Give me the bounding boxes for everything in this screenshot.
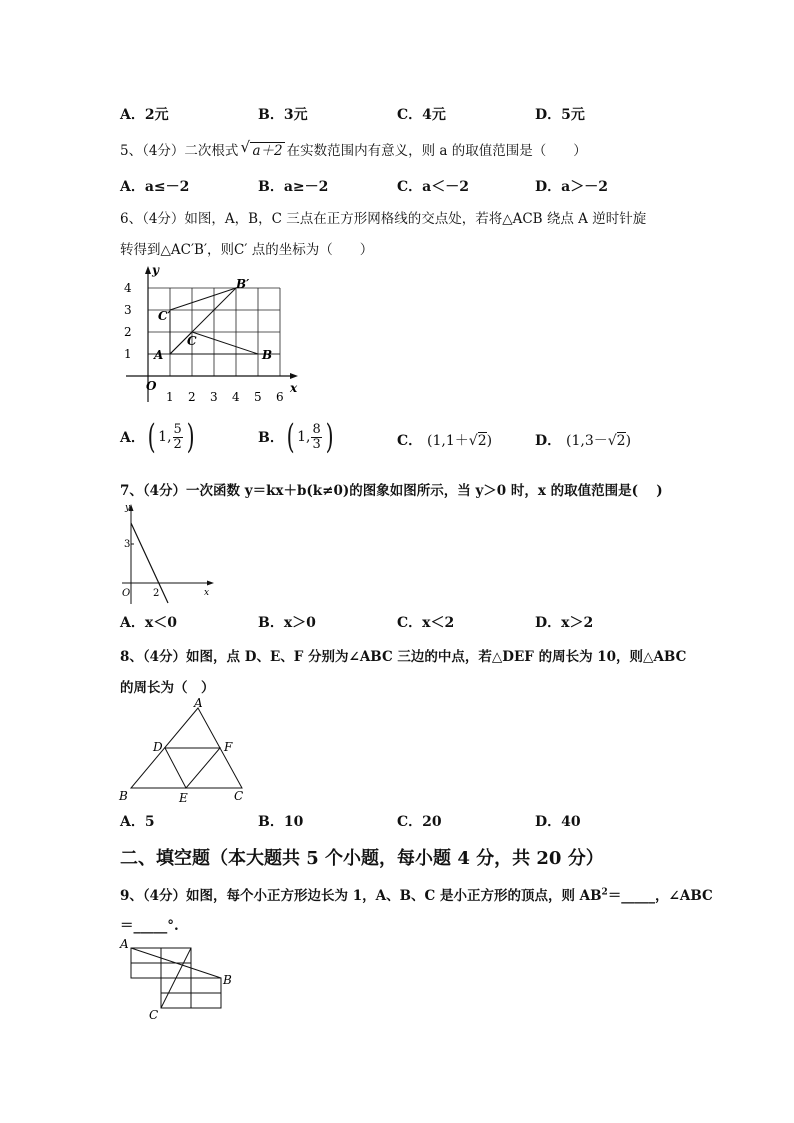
q8-label-b: B — [119, 789, 128, 803]
q7-option-a: A．x＜0 — [120, 615, 177, 631]
q8-stem-line1: 8、（4分）如图，点 D、E、F 分别为∠ABC 三边的中点，若△DEF 的周长为 10，则△ABC — [120, 649, 687, 665]
q7-figure — [118, 500, 218, 605]
q6-option-a-den: 2 — [173, 436, 182, 452]
q6-stem-line2: 转得到△AC′B′，则C′ 点的坐标为（ ） — [120, 242, 374, 258]
q6-option-c-close: ) — [486, 433, 493, 449]
q9-label-a: A — [120, 937, 129, 951]
q6-point-b-prime: B′ — [236, 277, 250, 291]
q8-label-a: A — [194, 696, 203, 710]
q5-option-c: C．a＜－2 — [397, 179, 469, 195]
q9-label-c: C — [149, 1008, 159, 1022]
q9-stem-line1-b: ＝_____，∠ABC — [607, 888, 713, 904]
q5-option-a: A．a≤－2 — [120, 179, 190, 195]
q8-label-e: E — [179, 791, 188, 805]
q7-option-b: B．x＞0 — [258, 615, 316, 631]
q5-option-d: D．a＞－2 — [535, 179, 608, 195]
q6-point-c: C — [187, 334, 197, 348]
q8-option-c: C．20 — [397, 814, 442, 830]
q4-option-a: A．2元 — [120, 107, 169, 123]
q5-radical: √ a＋2 — [240, 138, 283, 159]
q6-option-b-letter: B． — [258, 430, 284, 446]
q6-option-a-letter: A． — [120, 430, 145, 446]
q5-stem — [120, 139, 587, 159]
q6-option-a: A． ( 1 , $\frac{5}{2}$ ) — [120, 417, 195, 457]
q4-option-b: B．3元 — [258, 107, 308, 123]
q6-x-tick-3: 3 — [210, 390, 218, 404]
q8-label-f: F — [224, 740, 233, 754]
q9-superscript: 2 — [601, 887, 608, 898]
q9-figure — [117, 934, 237, 1024]
q6-option-d: D． (1,3－√2) — [535, 433, 632, 449]
q6-point-a: A — [154, 348, 164, 362]
q4-option-d: D．5元 — [535, 107, 585, 123]
q6-y-tick-2: 2 — [124, 325, 132, 339]
q5-stem-prefix: 5、（4分）二次根式 — [120, 143, 239, 159]
q6-option-c-root: 2 — [477, 433, 487, 449]
q9-stem-line2: ＝_____°. — [120, 918, 179, 934]
q6-origin-label: O — [146, 379, 157, 393]
q7-x-label: x — [204, 588, 210, 598]
q6-point-b: B — [262, 348, 273, 362]
q4-option-c: C．4元 — [397, 107, 446, 123]
section-2-title: 二、填空题（本大题共 5 个小题，每小题 4 分，共 20 分） — [120, 848, 604, 869]
q6-x-tick-5: 5 — [254, 390, 262, 404]
q6-y-label: y — [152, 263, 159, 277]
q7-stem: 7、（4分）一次函数 y＝kx＋b(k≠0)的图象如图所示，当 y＞0 时，x 的取值范围是( ) — [120, 483, 663, 499]
q6-y-tick-4: 4 — [124, 281, 132, 295]
q8-option-d: D．40 — [535, 814, 581, 830]
q6-option-d-close: ) — [625, 433, 632, 449]
q6-x-label: x — [290, 381, 298, 395]
q6-option-c: C． (1,1＋√2) — [397, 433, 493, 449]
q6-point-c-prime: C′ — [158, 309, 171, 323]
q6-x-tick-2: 2 — [188, 390, 196, 404]
q6-option-b-den: 3 — [312, 436, 321, 452]
q6-y-tick-1: 1 — [124, 347, 132, 361]
q6-option-b-x: 1 — [297, 429, 307, 445]
q7-y-label: y — [125, 503, 131, 513]
q7-y-intercept-label: 3 — [124, 539, 131, 550]
q6-option-a-x: 1 — [158, 429, 168, 445]
q8-stem-line2: 的周长为（ ） — [120, 680, 215, 696]
q9-stem-line1-a: 9、（4分）如图，每个小正方形边长为 1，A、B、C 是小正方形的顶点，则 AB — [120, 888, 602, 904]
q7-x-intercept-label: 2 — [153, 588, 160, 599]
q6-stem-line1: 6、（4分）如图，A，B，C 三点在正方形网格线的交点处，若将△ACB 绕点 A 逆时针旋 — [120, 211, 647, 227]
q7-option-c: C．x＜2 — [397, 615, 455, 631]
q8-label-c: C — [234, 789, 244, 803]
q5-option-b: B．a≥－2 — [258, 179, 329, 195]
q6-option-b: B． ( 1 , $\frac{8}{3}$ ) — [258, 417, 334, 457]
q6-option-d-root: 2 — [616, 433, 626, 449]
q7-option-d: D．x＞2 — [535, 615, 594, 631]
q8-option-a: A．5 — [120, 814, 155, 830]
q6-option-b-num: 8 — [312, 421, 321, 437]
q6-x-tick-6: 6 — [276, 390, 284, 404]
q8-figure — [116, 696, 256, 806]
q8-label-d: D — [153, 740, 163, 754]
q9-label-b: B — [223, 973, 232, 987]
q6-option-c-letter: C． — [397, 433, 423, 449]
q6-y-tick-3: 3 — [124, 303, 132, 317]
q6-option-d-letter: D． — [535, 433, 562, 449]
q6-option-a-num: 5 — [173, 421, 182, 437]
q5-stem-suffix: 在实数范围内有意义，则 a 的取值范围是（ ） — [286, 143, 587, 159]
q6-figure — [118, 262, 308, 412]
q5-radicand: a＋2 — [252, 143, 283, 159]
q8-option-b: B．10 — [258, 814, 304, 830]
q9-stem-line1 — [120, 884, 713, 904]
q6-option-d-text: (1,3－ — [566, 433, 608, 449]
q6-x-tick-1: 1 — [166, 390, 174, 404]
q7-origin-label: O — [122, 588, 131, 599]
q6-x-tick-4: 4 — [232, 390, 240, 404]
q6-option-c-text: (1,1＋ — [427, 433, 469, 449]
